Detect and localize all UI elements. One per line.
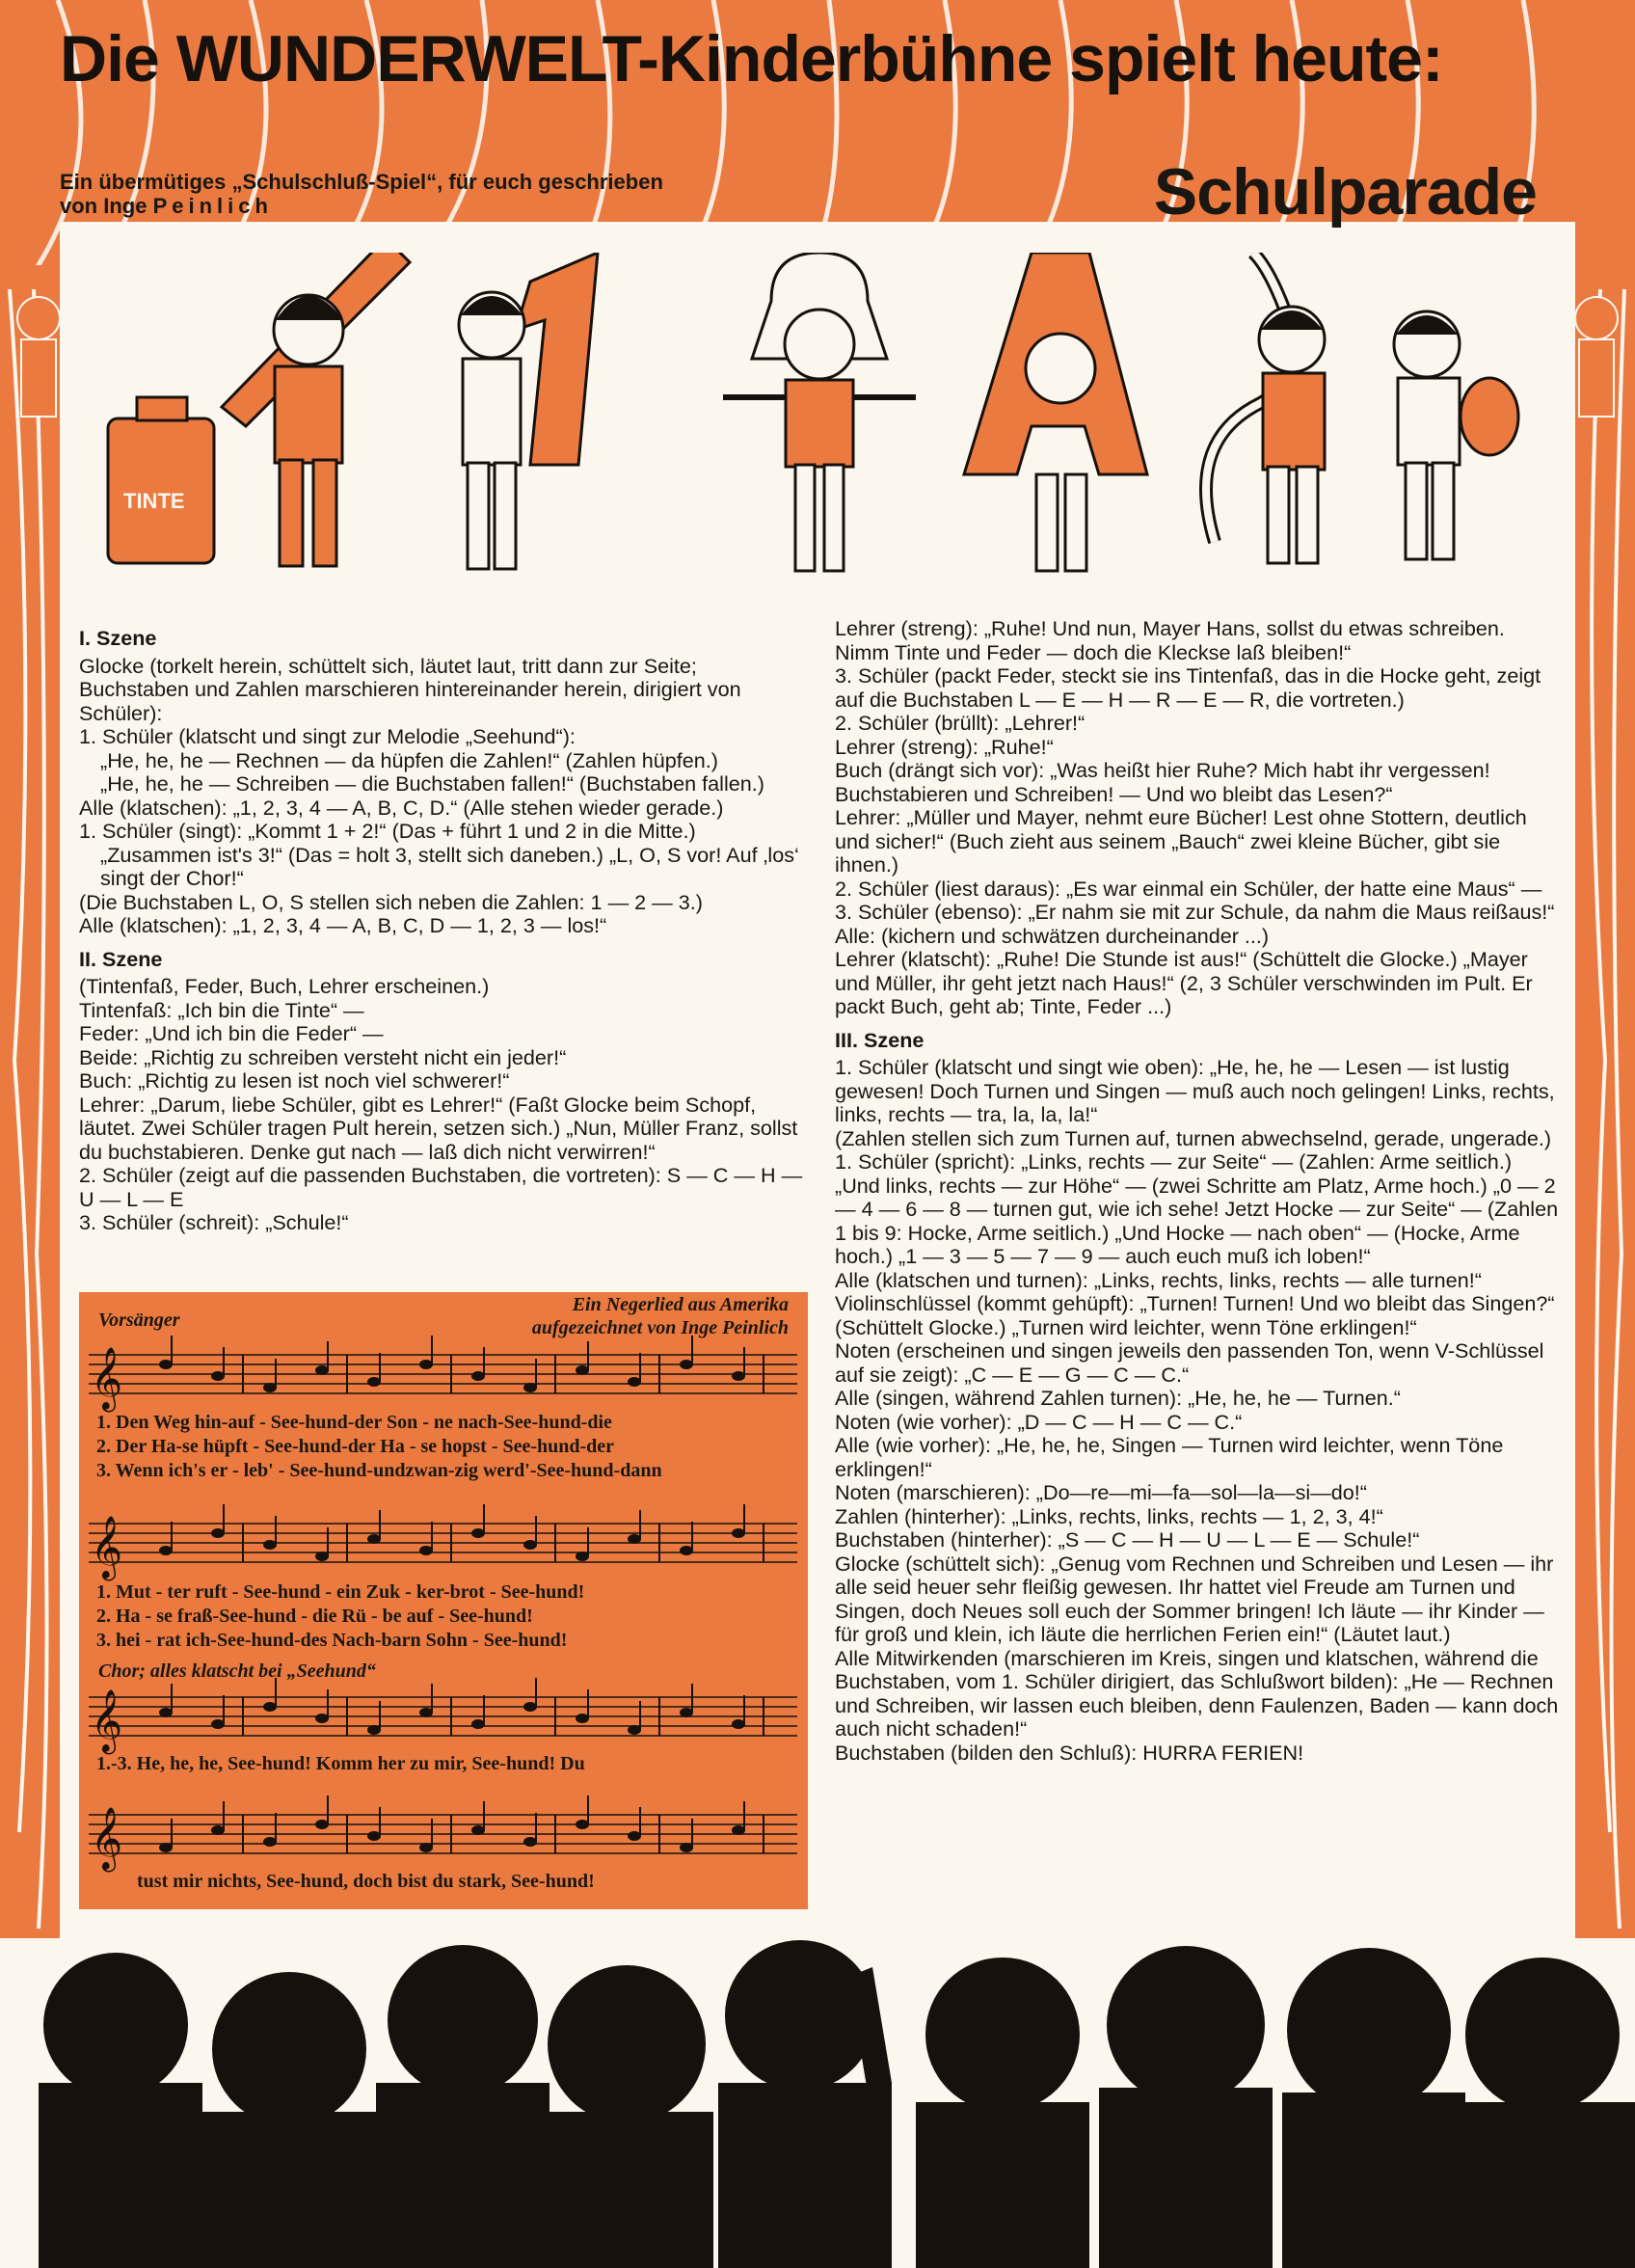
note-head — [680, 1360, 693, 1369]
note-head — [419, 1843, 433, 1852]
child-boy-2 — [1259, 307, 1325, 563]
script-line: „Zusammen ist's 3!“ (Das = holt 3, stellt sich daneben.) „L, O, S vor! Auf ‚los‘ singt der Chor!“ — [100, 842, 799, 890]
note-head — [523, 1702, 537, 1712]
subtitle-line1: Ein übermütiges „Schulschluß-Spiel“, für euch geschrieben — [60, 170, 663, 194]
note-head — [732, 1371, 745, 1381]
ink-label: TINTE — [123, 489, 185, 513]
left-column — [79, 617, 804, 1235]
note-head — [471, 1825, 485, 1835]
treble-clef-glyph-3: 𝄞 — [91, 1689, 123, 1752]
note-head — [523, 1383, 537, 1392]
note-head — [628, 1725, 641, 1735]
verse-b-line-3: 3. hei - rat ich-See-hund-des Nach-barn Sohn - See-hund! — [96, 1630, 568, 1651]
note-head — [419, 1708, 433, 1717]
script-line: 1. Schüler (spricht): „Links, rechts — zur Seite“ — (Zahlen: Arme seitlich.) „Und links, rechts — zur Höhe“ — (zwei Schritte am Platz, Arme hoch.) „0 — 2 — 4 — 6 — 8 — turnen gut, wie ich sehe! Jetzt Hocke — zur Seite“ — (Zahlen 1 bis 9: Hocke, Arme seitlich.) „Und Hocke — nach oben“ — (Hocke, Arme hoch.) „1 — 3 — 5 — 7 — 9 — auch euch muß ich loben!“ — [835, 1149, 1559, 1268]
letter-a-icon — [964, 253, 1147, 571]
note-head — [159, 1708, 173, 1717]
song-credit-1: Ein Negerlied aus Amerika — [572, 1294, 789, 1315]
note-head — [159, 1546, 173, 1555]
script-line: (Zahlen stellen sich zum Turnen auf, turnen abwechselnd, gerade, ungerade.) — [835, 1125, 1552, 1150]
treble-clef-glyph-2: 𝄞 — [91, 1516, 123, 1579]
script-line: Lehrer (streng): „Ruhe! Und nun, Mayer Hans, sollst du etwas schreiben. Nimm Tinte und Feder — doch die Kleckse laß bleiben!“ — [835, 616, 1505, 664]
script-line: Noten (erscheinen und singen jeweils den passenden Ton, wenn V-Schlüssel auf sie zeigt): „C — E — G — C — C.“ — [835, 1338, 1544, 1387]
script-line: Buchstaben (bilden den Schluß): HURRA FERIEN! — [835, 1740, 1304, 1765]
verse-a-line-2: 2. Der Ha-se hüpft - See-hund-der Ha - se hopst - See-hund-der — [96, 1436, 615, 1457]
subtitle-author: Peinlich — [152, 194, 273, 218]
note-head — [732, 1825, 745, 1835]
verse-b-line-2: 2. Ha - se fraß-See-hund - die Rü - be auf - See-hund! — [96, 1606, 533, 1627]
subtitle-prefix: von Inge — [60, 194, 147, 218]
song-credit-2: aufgezeichnet von Inge Peinlich — [531, 1317, 789, 1338]
script-line: Alle Mitwirkenden (marschieren im Kreis, singen und klatschen, während die Buchstaben, vom 1. Schüler dirigiert, das Schlußwort bilden): „He — Rechnen und Schreiben, wir lassen euch bleiben, denn Faulenzen, Baden — kann doch auch nicht schaden!“ — [835, 1645, 1559, 1741]
staff-1 — [89, 1355, 797, 1393]
number-one-icon — [516, 253, 598, 465]
script-line: (Tintenfaß, Feder, Buch, Lehrer erscheinen.) — [79, 974, 490, 998]
note-head — [628, 1377, 641, 1387]
note-head — [732, 1719, 745, 1729]
verse-b-line-1: 1. Mut - ter ruft - See-hund - ein Zuk - ker-brot - See-hund! — [96, 1581, 585, 1603]
note-head — [576, 1820, 589, 1829]
script-line: 1. Schüler (singt): „Kommt 1 + 2!“ (Das + führt 1 und 2 in die Mitte.) — [79, 819, 696, 843]
script-line: 1. Schüler (klatscht und singt wie oben): „He, he, he — Lesen — ist lustig gewesen! Doch Turnen und Singen — muß auch noch gelingen! Links, rechts, links, rechts — tra, la, la, la!“ — [835, 1055, 1555, 1126]
note-head — [628, 1534, 641, 1544]
script-line: 3. Schüler (ebenso): „Er nahm sie mit zur Schule, da nahm die Maus reißaus!“ — [835, 900, 1555, 924]
note-head — [211, 1371, 225, 1381]
note-head — [523, 1837, 537, 1847]
note-head — [576, 1552, 589, 1561]
note-head — [419, 1360, 433, 1369]
script-line: 2. Schüler (liest daraus): „Es war einmal ein Schüler, der hatte eine Maus“ — — [835, 876, 1542, 901]
scene-heading: III. Szene — [835, 1027, 925, 1052]
note-head — [211, 1719, 225, 1729]
note-head — [315, 1714, 329, 1723]
child-boy-3 — [1394, 311, 1518, 559]
script-line: 2. Schüler (zeigt auf die passenden Buchstaben, die vortreten): S — C — H — U — L — E — [79, 1163, 803, 1211]
script-line: (Die Buchstaben L, O, S stellen sich neben die Zahlen: 1 — 2 — 3.) — [79, 889, 703, 914]
script-line: Lehrer: „Darum, liebe Schüler, gibt es Lehrer!“ (Faßt Glocke beim Schopf, läutet. Zwei Schüler tragen Pult herein, setzen sich.) „Nun, Müller Franz, sollst du buchstabieren. Denke gut nach — laß dich nicht verwirren!“ — [79, 1092, 798, 1164]
script-line: 3. Schüler (schreit): „Schule!“ — [79, 1210, 349, 1234]
note-head — [471, 1371, 485, 1381]
note-head — [263, 1383, 277, 1392]
script-line: Noten (marschieren): „Do—re—mi—fa—sol—la—si—do!“ — [835, 1480, 1367, 1504]
treble-clef-glyph-4: 𝄞 — [91, 1807, 123, 1870]
right-column — [835, 617, 1560, 1765]
script-line: Buchstaben (hinterher): „S — C — H — U — L — E — Schule!“ — [835, 1527, 1420, 1552]
note-head — [471, 1528, 485, 1538]
play-title: Schulparade — [1153, 155, 1537, 229]
note-head — [263, 1540, 277, 1550]
note-head — [159, 1360, 173, 1369]
note-head — [680, 1546, 693, 1555]
note-head — [263, 1837, 277, 1847]
note-head — [628, 1831, 641, 1841]
note-head — [315, 1820, 329, 1829]
note-head — [576, 1714, 589, 1723]
script-line: 1. Schüler (klatscht und singt zur Melodie „Seehund“): — [79, 724, 576, 748]
script-line: Glocke (schüttelt sich): „Genug vom Rechnen und Schreiben und Lesen — ihr alle seid heuer sehr fleißig gewesen. Ihr hattet viel Freude am Turnen und Singen, doch Neues soll euch der Sommer bringen! Ich läute — ihr Kinder — für groß und klein, ich läute die herrlichen Ferien ein!“ (Läutet laut.) — [835, 1551, 1554, 1646]
script-line: Alle: (kichern und schwätzen durcheinander ...) — [835, 923, 1270, 948]
script-line: Lehrer (klatscht): „Ruhe! Die Stunde ist aus!“ (Schüttelt die Glocke.) „Mayer und Müller, ihr geht jetzt nach Haus!“ (2, 3 Schüler verschwinden im Pult. Er packt Buch, geht ab; Tinte, Feder ...) — [835, 947, 1533, 1018]
script-line: „He, he, he — Rechnen — da hüpfen die Zahlen!“ (Zahlen hüpfen.) — [100, 747, 719, 772]
script-line: Alle (singen, während Zahlen turnen): „He, he, he — Turnen.“ — [835, 1386, 1401, 1410]
script-line: Alle (klatschen): „1, 2, 3, 4 — A, B, C, D — 1, 2, 3 — los!“ — [79, 913, 607, 937]
note-head — [576, 1365, 589, 1375]
scene-heading: II. Szene — [79, 946, 163, 971]
verse-a-line-1: 1. Den Weg hin-auf - See-hund-der Son - ne nach-See-hund-die — [96, 1412, 612, 1433]
note-head — [263, 1702, 277, 1712]
script-line: Lehrer (streng): „Ruhe!“ — [835, 734, 1054, 759]
note-head — [367, 1831, 381, 1841]
script-line: 3. Schüler (packt Feder, steckt sie ins Tintenfaß, das in die Hocke geht, zeigt auf die Buchstaben L — E — H — R — E — R, die vortreten.) — [835, 663, 1541, 712]
child-boy-1 — [459, 292, 524, 569]
note-head — [159, 1843, 173, 1852]
note-head — [211, 1528, 225, 1538]
bell-icon — [723, 253, 916, 571]
note-head — [367, 1534, 381, 1544]
ink-bottle-icon — [108, 397, 214, 563]
child-girl-1 — [274, 295, 343, 566]
vorsaenger-label: Vorsänger — [98, 1310, 180, 1331]
script-line: Feder: „Und ich bin die Feder“ — — [79, 1021, 384, 1045]
script-line: Alle (wie vorher): „He, he, he, Singen — Turnen wird leichter, wenn Töne erklingen!“ — [835, 1433, 1504, 1481]
chorus-instruction: Chor; alles klatscht bei „Seehund“ — [98, 1660, 376, 1682]
subtitle — [60, 170, 812, 218]
treble-clef-glyph-1: 𝄞 — [91, 1347, 123, 1410]
script-line: Lehrer: „Müller und Mayer, nehmt eure Bücher! Lest ohne Stottern, deutlich und sicher!“ (Buch zieht aus seinem „Bauch“ zwei kleine Bücher, gibt sie ihnen.) — [835, 805, 1527, 877]
note-head — [419, 1546, 433, 1555]
script-line: Tintenfaß: „Ich bin die Tinte“ — — [79, 997, 364, 1022]
children-parade-illustration — [77, 253, 1542, 600]
note-head — [471, 1719, 485, 1729]
note-head — [315, 1365, 329, 1375]
script-line: Zahlen (hinterher): „Links, rechts, links, rechts — 1, 2, 3, 4!“ — [835, 1503, 1383, 1528]
note-head — [732, 1528, 745, 1538]
note-head — [680, 1843, 693, 1852]
script-line: Glocke (torkelt herein, schüttelt sich, läutet laut, tritt dann zur Seite; Buchstaben und Zahlen marschieren hintereinander herein, dirigiert von Schüler): — [79, 653, 741, 725]
script-line: 2. Schüler (brüllt): „Lehrer!“ — [835, 711, 1086, 735]
script-line: Violinschlüssel (kommt gehüpft): „Turnen! Turnen! Und wo bleibt das Singen?“ (Schüttelt Glocke.) „Turnen wird leichter, wenn Töne erklingen!“ — [835, 1291, 1555, 1339]
note-head — [367, 1377, 381, 1387]
staff-2 — [89, 1524, 797, 1562]
chorus-line-2: tust mir nichts, See-hund, doch bist du stark, See-hund! — [137, 1871, 595, 1892]
headline: Die WUNDERWELT-Kinderbühne spielt heute: — [60, 22, 1443, 95]
script-line: Buch (drängt sich vor): „Was heißt hier Ruhe? Mich habt ihr vergessen! Buchstabieren und Schreiben! — Und wo bleibt das Lesen?“ — [835, 758, 1490, 806]
script-line: Alle (klatschen): „1, 2, 3, 4 — A, B, C, D.“ (Alle stehen wieder gerade.) — [79, 795, 724, 820]
note-head — [523, 1540, 537, 1550]
note-head — [367, 1725, 381, 1735]
staff-3 — [89, 1697, 797, 1736]
script-line: Beide: „Richtig zu schreiben versteht nicht ein jeder!“ — [79, 1044, 567, 1069]
script-line: „He, he, he — Schreiben — die Buchstaben fallen!“ (Buchstaben fallen.) — [100, 771, 764, 796]
note-head — [211, 1825, 225, 1835]
note-head — [680, 1708, 693, 1717]
children-silhouettes — [0, 1938, 1635, 2268]
song-sheet — [79, 1292, 808, 1909]
script-line: Noten (wie vorher): „D — C — H — C — C.“ — [835, 1409, 1243, 1434]
scene-heading: I. Szene — [79, 626, 157, 650]
script-line: Alle (klatschen und turnen): „Links, rechts, links, rechts — alle turnen!“ — [835, 1267, 1482, 1292]
note-head — [315, 1552, 329, 1561]
script-line: Buch: „Richtig zu lesen ist noch viel schwerer!“ — [79, 1068, 510, 1093]
chorus-line-1: 1.-3. He, he, he, See-hund! Komm her zu mir, See-hund! Du — [96, 1753, 585, 1774]
verse-a-line-3: 3. Wenn ich's er - leb' - See-hund-undzwan-zig werd'-See-hund-dann — [96, 1460, 662, 1481]
